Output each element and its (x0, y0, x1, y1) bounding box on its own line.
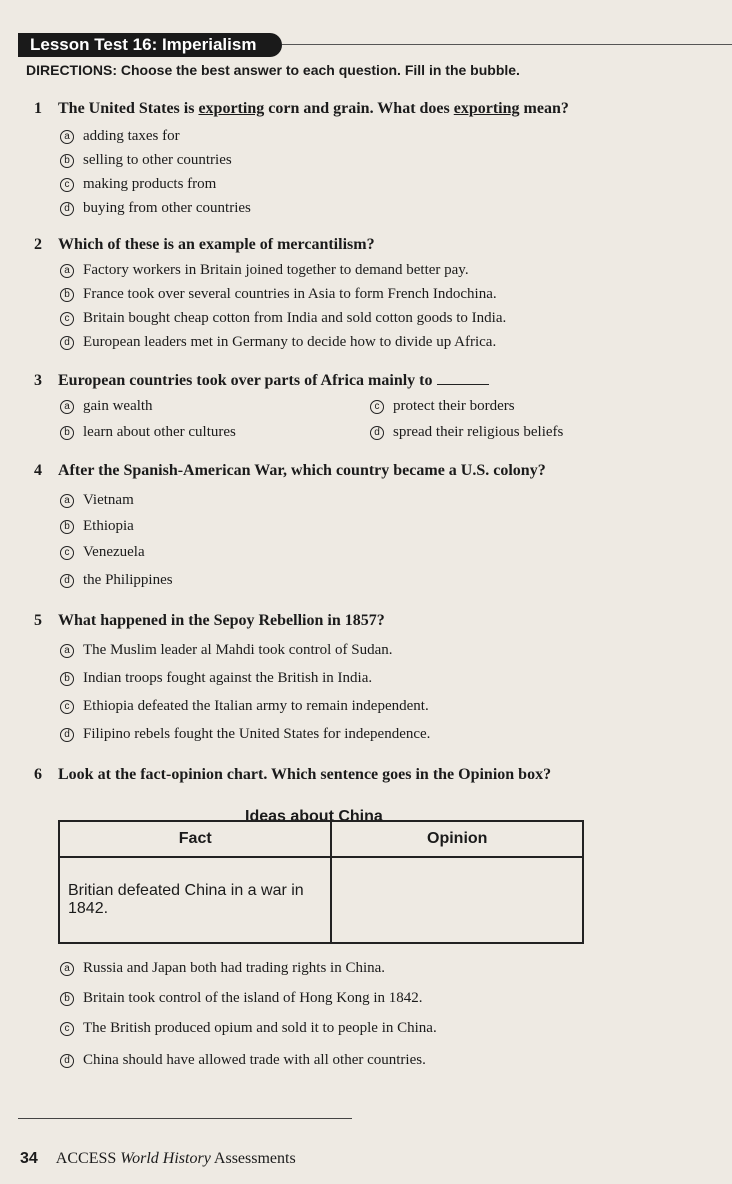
answer-bubble[interactable]: b (60, 992, 74, 1006)
question-6 (34, 766, 551, 784)
q1-option-d[interactable] (60, 200, 251, 217)
opinion-header: Opinion (331, 821, 583, 857)
title-rule (282, 44, 732, 45)
directions: DIRECTIONS: Choose the best answer to each question. Fill in the bubble. (26, 62, 520, 78)
question-text: The United States is (58, 100, 199, 117)
question-number: 4 (34, 462, 42, 479)
q4-option-a[interactable] (60, 492, 134, 509)
answer-bubble[interactable]: a (60, 400, 74, 414)
q1-option-c[interactable] (60, 176, 216, 193)
answer-blank (437, 374, 489, 385)
opinion-cell (331, 857, 583, 943)
option-text: The Muslim leader al Mahdi took control of Sudan. (83, 642, 393, 658)
option-text: Vietnam (83, 492, 134, 508)
answer-bubble[interactable]: d (60, 202, 74, 216)
footer-rule (18, 1118, 352, 1119)
footer-subtitle: World History (120, 1150, 211, 1167)
q3-option-d[interactable] (370, 424, 563, 441)
question-text: corn and grain. What does (264, 100, 454, 117)
question-number: 2 (34, 236, 42, 253)
q1-option-a[interactable] (60, 128, 180, 145)
footer-suffix: Assessments (213, 1150, 296, 1167)
question-1 (34, 100, 569, 118)
q5-option-a[interactable] (60, 642, 393, 659)
page-number: 34 (20, 1150, 38, 1167)
option-text: adding taxes for (83, 128, 180, 144)
answer-bubble[interactable]: c (60, 178, 74, 192)
option-text: Ethiopia (83, 518, 134, 534)
q5-option-d[interactable] (60, 726, 430, 743)
question-text: Look at the fact-opinion chart. Which sentence goes in the Opinion box? (58, 766, 552, 783)
q3-option-c[interactable] (370, 398, 515, 415)
q3-option-a[interactable] (60, 398, 153, 415)
answer-bubble[interactable]: b (60, 154, 74, 168)
question-text: mean? (519, 100, 569, 117)
answer-bubble[interactable]: b (60, 426, 74, 440)
question-text: European countries took over parts of Africa mainly to (58, 372, 433, 389)
answer-bubble[interactable]: a (60, 644, 74, 658)
option-text: learn about other cultures (83, 424, 236, 440)
question-text: After the Spanish-American War, which country became a U.S. colony? (58, 462, 546, 479)
option-text: selling to other countries (83, 152, 232, 168)
answer-bubble[interactable]: a (60, 962, 74, 976)
answer-bubble[interactable]: b (60, 520, 74, 534)
option-text: Britain took control of the island of Hong Kong in 1842. (83, 990, 423, 1006)
fact-opinion-chart (58, 820, 584, 944)
answer-bubble[interactable]: d (60, 728, 74, 742)
answer-bubble[interactable]: a (60, 130, 74, 144)
q2-option-a[interactable] (60, 262, 469, 279)
question-3 (34, 372, 489, 390)
option-text: European leaders met in Germany to decide how to divide up Africa. (83, 334, 497, 350)
q5-option-c[interactable] (60, 698, 429, 715)
question-number: 5 (34, 612, 42, 629)
question-number: 1 (34, 100, 42, 117)
answer-bubble[interactable]: b (60, 288, 74, 302)
answer-bubble[interactable]: d (370, 426, 384, 440)
question-2 (34, 236, 375, 254)
q6-option-b[interactable] (60, 990, 423, 1007)
option-text: Filipino rebels fought the United States for independence. (83, 726, 431, 742)
option-text: Ethiopia defeated the Italian army to remain independent. (83, 698, 429, 714)
question-5 (34, 612, 385, 630)
option-text: gain wealth (83, 398, 153, 414)
q2-option-b[interactable] (60, 286, 497, 303)
q5-option-b[interactable] (60, 670, 372, 687)
q2-option-d[interactable] (60, 334, 496, 351)
q4-option-d[interactable] (60, 572, 173, 589)
q2-option-c[interactable] (60, 310, 506, 327)
answer-bubble[interactable]: c (60, 546, 74, 560)
q1-option-b[interactable] (60, 152, 232, 169)
lesson-title: Lesson Test 16: Imperialism (18, 33, 282, 57)
option-text: The British produced opium and sold it to people in China. (83, 1020, 437, 1036)
option-text: protect their borders (393, 398, 515, 414)
option-text: Russia and Japan both had trading rights in China. (83, 960, 386, 976)
q4-option-c[interactable] (60, 544, 145, 561)
question-4 (34, 462, 546, 480)
q4-option-b[interactable] (60, 518, 134, 535)
q3-option-b[interactable] (60, 424, 236, 441)
answer-bubble[interactable]: d (60, 1054, 74, 1068)
answer-bubble[interactable]: c (60, 700, 74, 714)
option-text: Britain bought cheap cotton from India and sold cotton goods to India. (83, 310, 507, 326)
question-text: What happened in the Sepoy Rebellion in 1857? (58, 612, 385, 629)
option-text: spread their religious beliefs (393, 424, 564, 440)
option-text: Indian troops fought against the British in India. (83, 670, 373, 686)
answer-bubble[interactable]: c (60, 1022, 74, 1036)
question-keyword: exporting (453, 100, 520, 117)
option-text: Factory workers in Britain joined together to demand better pay. (83, 262, 469, 278)
question-keyword: exporting (198, 100, 265, 117)
page-footer (20, 1150, 296, 1168)
answer-bubble[interactable]: c (60, 312, 74, 326)
q6-option-c[interactable] (60, 1020, 437, 1037)
option-text: France took over several countries in Asia to form French Indochina. (83, 286, 497, 302)
footer-brand: ACCESS (55, 1150, 117, 1167)
option-text: buying from other countries (83, 200, 251, 216)
question-text: Which of these is an example of mercantilism? (58, 236, 375, 253)
answer-bubble[interactable]: b (60, 672, 74, 686)
option-text: the Philippines (83, 572, 173, 588)
question-number: 6 (34, 766, 42, 783)
option-text: making products from (83, 176, 217, 192)
answer-bubble[interactable]: a (60, 494, 74, 508)
answer-bubble[interactable]: a (60, 264, 74, 278)
option-text: Venezuela (83, 544, 145, 560)
q6-option-a[interactable] (60, 960, 385, 977)
option-text: China should have allowed trade with all other countries. (83, 1052, 426, 1068)
q6-option-d[interactable] (60, 1052, 426, 1069)
fact-cell: Britian defeated China in a war in 1842. (59, 857, 331, 943)
answer-bubble[interactable]: d (60, 574, 74, 588)
chart-title: Ideas about China (245, 808, 383, 825)
answer-bubble[interactable]: d (60, 336, 74, 350)
question-number: 3 (34, 372, 42, 389)
answer-bubble[interactable]: c (370, 400, 384, 414)
fact-header: Fact (59, 821, 331, 857)
